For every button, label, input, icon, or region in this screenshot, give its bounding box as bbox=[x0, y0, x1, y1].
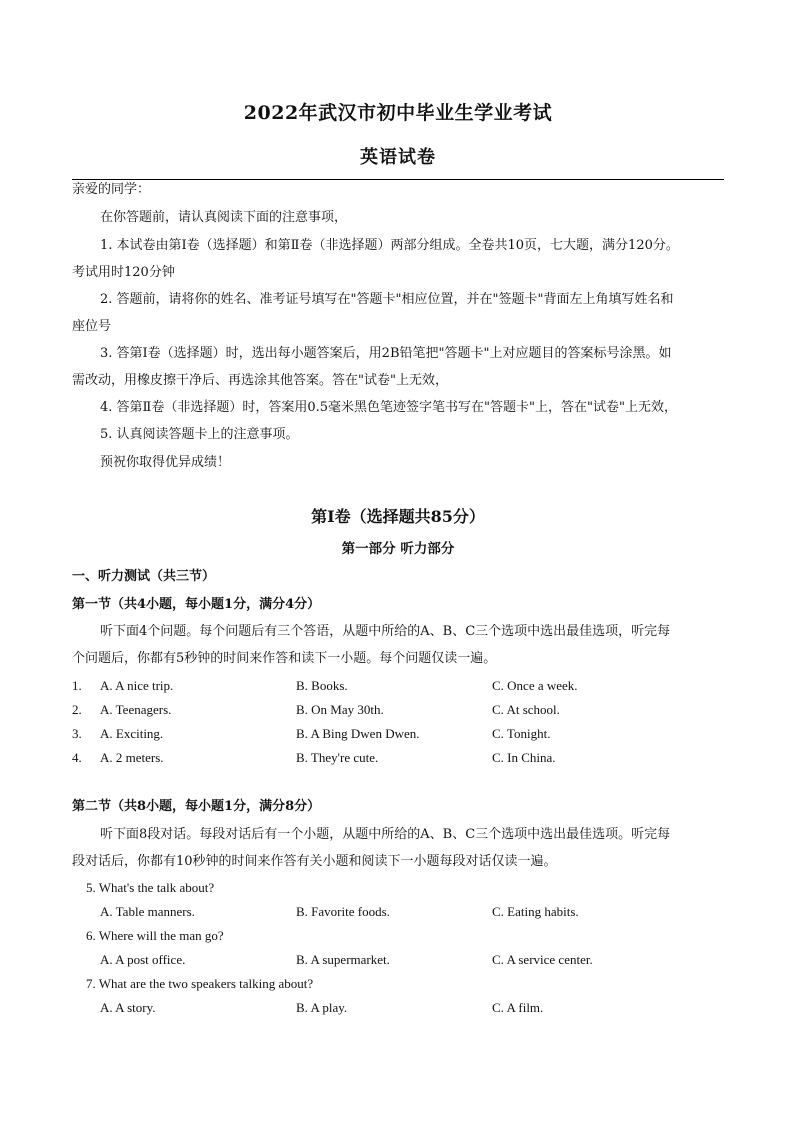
question-number: 4. bbox=[72, 750, 82, 765]
exam-title: 2022年武汉市初中毕业生学业考试 bbox=[243, 102, 553, 124]
section-1-heading: 第一节（共4小题，每小题1分，满分4分） bbox=[72, 597, 321, 612]
section-2-heading: 第二节（共8小题，每小题1分，满分8分） bbox=[72, 799, 321, 814]
option-a: A. A nice trip. bbox=[100, 678, 174, 693]
rule-3-line-2: 需改动，用橡皮擦干净后、再选涂其他答案。答在"试卷"上无效， bbox=[72, 373, 448, 388]
option-b: B. Books. bbox=[296, 678, 348, 693]
option-a: A. Exciting. bbox=[100, 726, 164, 741]
rule-2-line-1: 2. 答题前，请将你的姓名、准考证号填写在"答题卡"相应位置，并在"签题卡"背面左上角填写姓名和 bbox=[100, 292, 674, 307]
volume-1-title: 第Ⅰ卷（选择题共85分） bbox=[311, 507, 485, 526]
option-c: C. Tonight. bbox=[492, 726, 551, 741]
rule-1-line-1: 1. 本试卷由第Ⅰ卷（选择题）和第Ⅱ卷（非选择题）两部分组成。全卷共10页，七大题，满分120分。 bbox=[100, 238, 679, 253]
question-stem: 6. Where will the man go? bbox=[86, 928, 224, 943]
question-number: 3. bbox=[72, 726, 82, 741]
header-divider bbox=[72, 179, 724, 180]
rule-4-line-1: 4. 答第Ⅱ卷（非选择题）时，答案用0.5毫米黑色笔迹签字笔书写在"答题卡"上，答在"试卷"上无效， bbox=[100, 400, 677, 415]
option-a: A. A story. bbox=[100, 1000, 156, 1015]
option-c: C. In China. bbox=[492, 750, 556, 765]
option-a: A. Teenagers. bbox=[100, 702, 172, 717]
option-c: C. At school. bbox=[492, 702, 560, 717]
option-b: B. On May 30th. bbox=[296, 702, 384, 717]
rule-2-line-2: 座位号 bbox=[72, 319, 112, 334]
rule-1-line-2: 考试用时120分钟 bbox=[72, 265, 175, 280]
option-c: C. Once a week. bbox=[492, 678, 578, 693]
greeting: 亲爱的同学： bbox=[72, 182, 151, 197]
question-stem: 7. What are the two speakers talking about? bbox=[86, 976, 314, 991]
option-b: B. A supermarket. bbox=[296, 952, 390, 967]
section-2-instruction-line-1: 听下面8段对话。每段对话后有一个小题，从题中所给的A、B、C三个选项中选出最佳选项。听完每 bbox=[100, 827, 671, 842]
good-luck-wish: 预祝你取得优异成绩！ bbox=[100, 455, 231, 470]
option-c: C. Eating habits. bbox=[492, 904, 579, 919]
question-stem: 5. What's the talk about? bbox=[86, 880, 215, 895]
option-a: A. 2 meters. bbox=[100, 750, 164, 765]
option-c: C. A film. bbox=[492, 1000, 544, 1015]
section-1-instruction-line-1: 听下面4个问题。每个问题后有三个答语，从题中所给的A、B、C三个选项中选出最佳选项，听完每 bbox=[100, 624, 671, 639]
section-1-instruction-line-2: 个问题后，你都有5秒钟的时间来作答和读下一小题。每个问题仅读一遍。 bbox=[72, 651, 497, 666]
notice-lead: 在你答题前，请认真阅读下面的注意事项， bbox=[100, 210, 348, 225]
question-number: 1. bbox=[72, 678, 82, 693]
option-c: C. A service center. bbox=[492, 952, 593, 967]
option-b: B. A Bing Dwen Dwen. bbox=[296, 726, 420, 741]
question-number: 2. bbox=[72, 702, 82, 717]
rule-3-line-1: 3. 答第Ⅰ卷（选择题）时，选出每小题答案后，用2B铅笔把"答题卡"上对应题目的答案标号涂黑。如 bbox=[100, 346, 672, 361]
listening-section-heading: 一、听力测试（共三节） bbox=[72, 569, 216, 584]
rule-5-line-1: 5. 认真阅读答题卡上的注意事项。 bbox=[100, 427, 299, 442]
option-b: B. A play. bbox=[296, 1000, 348, 1015]
option-b: B. They're cute. bbox=[296, 750, 379, 765]
option-a: A. Table manners. bbox=[100, 904, 195, 919]
option-b: B. Favorite foods. bbox=[296, 904, 390, 919]
section-2-instruction-line-2: 段对话后，你都有10秒钟的时间来作答有关小题和阅读下一小题每段对话仅读一遍。 bbox=[72, 854, 557, 869]
exam-subtitle: 英语试卷 bbox=[360, 147, 436, 168]
listening-part-title: 第一部分 听力部分 bbox=[341, 541, 455, 557]
option-a: A. A post office. bbox=[100, 952, 186, 967]
